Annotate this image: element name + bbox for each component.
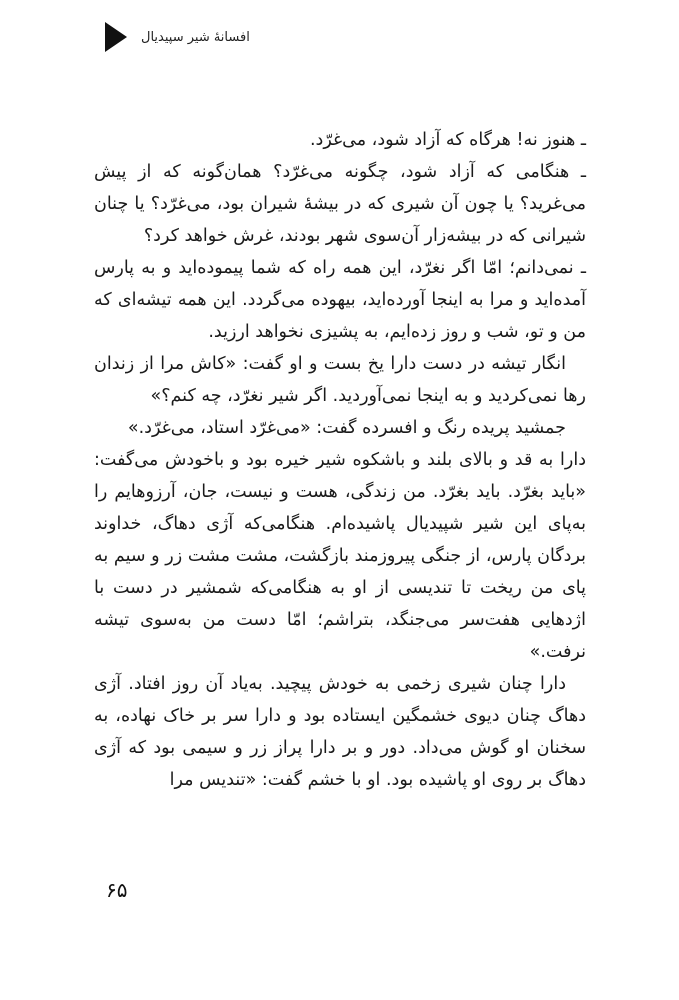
body-text xyxy=(94,124,586,796)
triangle-marker-icon xyxy=(105,22,127,52)
paragraph: جمشید پریده رنگ و افسرده گفت: «می‌غرّد استاد، می‌غرّد.» xyxy=(127,418,566,438)
running-head xyxy=(105,22,250,52)
paragraph: انگار تیشه در دست دارا یخ بست و او گفت: «کاش مرا از زندان رها نمی‌کردید و به اینجا نمی‌آوردید. اگر شیر نغرّد، چه کنم؟» xyxy=(94,354,586,406)
paragraph: ـ نمی‌دانم؛ امّا اگر نغرّد، این همه راه که شما پیموده‌اید و به پارس آمده‌اید و مرا به اینجا آورده‌اید، بیهوده می‌گردد. این همه تیشه‌ای که من و تو، شب و روز زده‌ایم، به پشیزی نخواهد ارزید. xyxy=(94,258,586,342)
paragraph: دارا چنان شیری زخمی به خودش پیچید. به‌یاد آن روز افتاد. آژی دهاگ چنان دیوی خشمگین ایستاده بود و دارا سر بر خاک نهاده، به سخنان او گوش می‌داد. دور و بر دارا پراز زر و سیمی بود که آژی دهاگ بر روی او پاشیده بود. او با خشم گفت: «تندیس مرا xyxy=(94,674,586,790)
paragraph: ـ هنگامی که آزاد شود، چگونه می‌غرّد؟ همان‌گونه که از پیش می‌غرید؟ یا چون آن شیری که در بیشهٔ شیران بود، می‌غرّد؟ یا چنان شیرانی که در بیشه‌زار آن‌سوی شهر بودند، غرش خواهد کرد؟ xyxy=(94,162,586,246)
running-title: افسانهٔ شیر سپیدیال xyxy=(141,29,250,45)
paragraph: ـ هنوز نه! هرگاه که آزاد شود، می‌غرّد. xyxy=(309,130,586,150)
page-number: ۶۵ xyxy=(106,878,128,902)
paragraph: دارا به قد و بالای بلند و باشکوه شیر خیره بود و باخودش می‌گفت: «باید بغرّد. باید بغرّد. من زندگی، هست و نیست، جان، آرزوهایم را به‌پای این شیر شپیدیال پاشیده‌ام. هنگامی‌که آژی دهاگ، خداوند بردگان پارس، از جنگی پیروزمند بازگشت، مشت مشت زر و سیم به پای من ریخت تا تندیسی از او به هنگامی‌که شمشیر در دست با اژدهایی هفت‌سر می‌جنگد، بتراشم؛ امّا دست من به‌سوی تیشه نرفت.» xyxy=(94,450,586,662)
